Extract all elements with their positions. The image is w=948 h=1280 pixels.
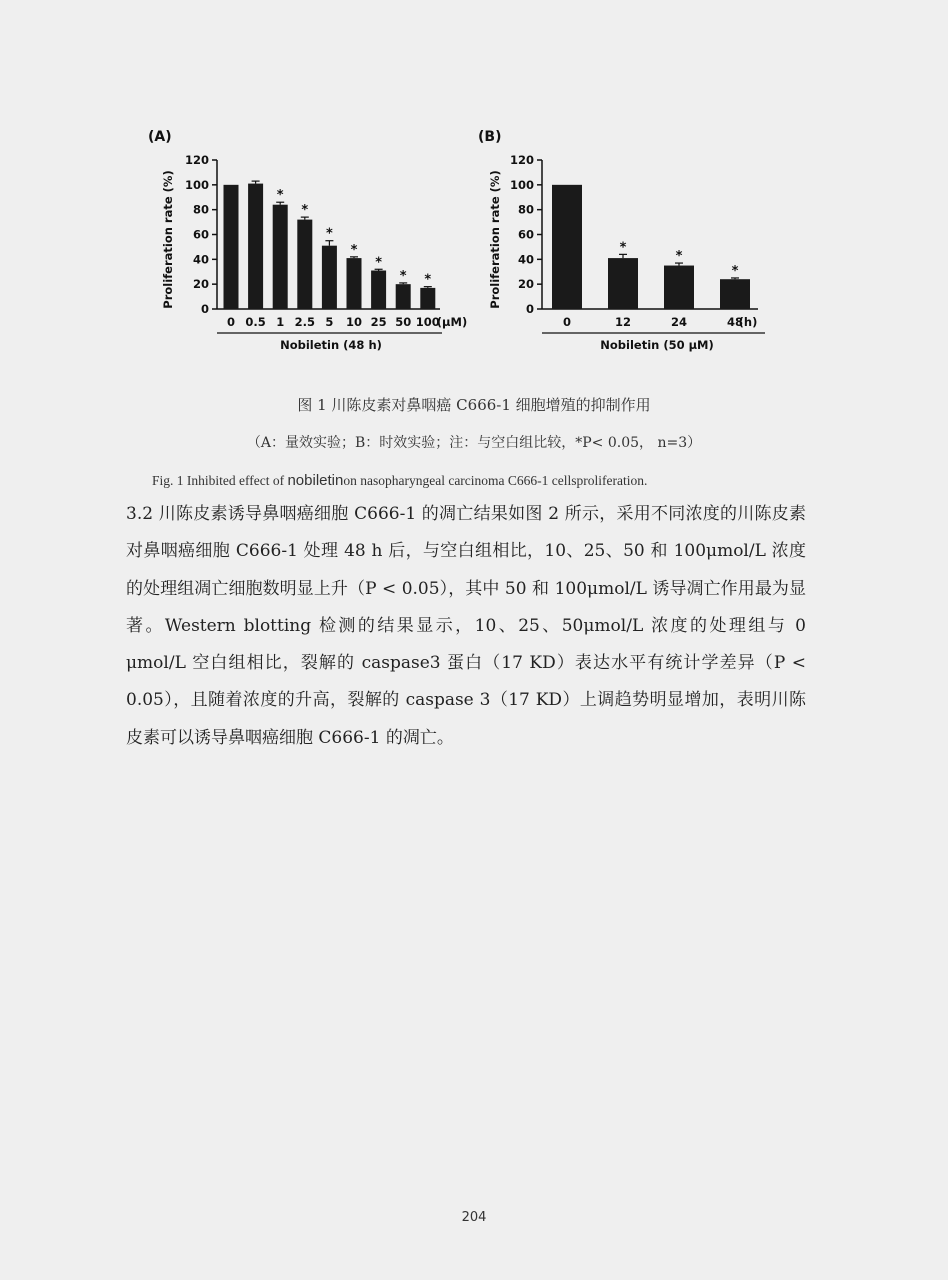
x-tick-label: 0 [562,315,572,329]
figure-caption-en [152,472,812,489]
x-tick-label: 25 [370,315,387,329]
x-tick-label: 5 [325,315,334,329]
figure-1 [0,0,948,360]
bar [224,185,239,309]
body-section-3-2 [126,496,806,757]
significance-mark: * [375,255,383,271]
bar [420,288,435,309]
y-tick-label: 20 [192,277,209,292]
y-tick-label: 20 [517,277,534,292]
y-tick-label: 0 [200,302,209,316]
y-tick-label: 0 [525,302,534,316]
panel-label: (B) [478,129,502,145]
y-tick-label: 60 [517,227,534,242]
panel-label: (A) [148,129,172,145]
y-tick-label: 100 [509,177,534,192]
y-axis-title: Proliferation rate (%) [161,170,175,309]
significance-mark: * [619,240,627,256]
x-tick-label: 12 [614,315,632,329]
y-tick-label: 60 [192,227,209,242]
y-tick-label: 120 [184,153,209,167]
chart-panel-a [148,129,467,352]
y-tick-label: 80 [517,202,534,217]
x-tick-label: 2.5 [294,315,315,329]
x-axis-title: Nobiletin (50 μM) [600,338,714,352]
caption-en-suffix: on nasopharyngeal carcinoma C666-1 cellsproliferation. [343,473,648,488]
significance-mark: * [276,188,284,204]
x-tick-label: 50 [395,315,412,329]
x-tick-label: 48 [726,315,744,329]
bar [552,185,582,309]
bar [248,184,263,309]
x-tick-label: 24 [670,315,688,329]
x-unit-label: (h) [738,315,758,329]
bar [396,284,411,309]
body-paragraph: 3.2 川陈皮素诱导鼻咽癌细胞 C666-1 的凋亡结果如图 2 所示，采用不同浓度的川陈皮素对鼻咽癌细胞 C666-1 处理 48 h 后，与空白组相比，10、25、50 和 100μmol/L 浓度的处理组凋亡细胞数明显上升（P < 0.05），其中 50 和 100μmol/L 诱导凋亡作用最为显著。Western blotting 检测的结果显示，10、25、50μmol/L 浓度的处理组与 0 μmol/L 空白组相比，裂解的 caspase3 蛋白（17 KD）表达水平有统计学差异（P < 0.05），且随着浓度的升高，裂解的 caspase 3（17 KD）上调趋势明显增加，表明川陈皮素可以诱导鼻咽癌细胞 C666-1 的凋亡。 [126,504,806,748]
significance-mark: * [325,226,333,242]
y-axis-title: Proliferation rate (%) [488,170,502,309]
x-tick-label: 0 [226,315,236,329]
significance-mark: * [301,203,309,219]
significance-mark: * [350,242,358,258]
caption-en-prefix: Fig. 1 Inhibited effect of [152,473,288,488]
significance-mark: * [399,268,407,284]
x-axis-title: Nobiletin (48 h) [280,338,382,352]
significance-mark: * [675,249,683,265]
caption-en-compound: nobiletin [287,472,344,489]
y-tick-label: 40 [517,252,534,267]
bar [297,220,312,309]
bar [608,258,638,309]
figure-caption-note: （A：量效实验；B：时效实验；注：与空白组比较，*P< 0.05， n=3） [246,435,702,451]
y-tick-label: 40 [192,252,209,267]
x-tick-label: 100 [415,315,440,329]
bar [664,266,694,309]
bar [273,205,288,309]
x-tick-label: 0.5 [245,315,266,329]
significance-mark: * [424,272,432,288]
bar [322,246,337,309]
x-tick-label: 10 [345,315,363,329]
page-number: 204 [461,1210,487,1225]
y-tick-label: 80 [192,202,209,217]
x-unit-label: (μM) [436,315,468,329]
bar [720,279,750,309]
bar [371,271,386,309]
x-tick-label: 1 [276,315,285,329]
figure-caption-cn: 图 1 川陈皮素对鼻咽癌 C666-1 细胞增殖的抑制作用 [297,396,651,414]
y-tick-label: 100 [184,177,209,192]
chart-panel-b [478,129,765,352]
bar [347,258,362,309]
y-tick-label: 120 [509,153,534,167]
significance-mark: * [731,263,739,279]
